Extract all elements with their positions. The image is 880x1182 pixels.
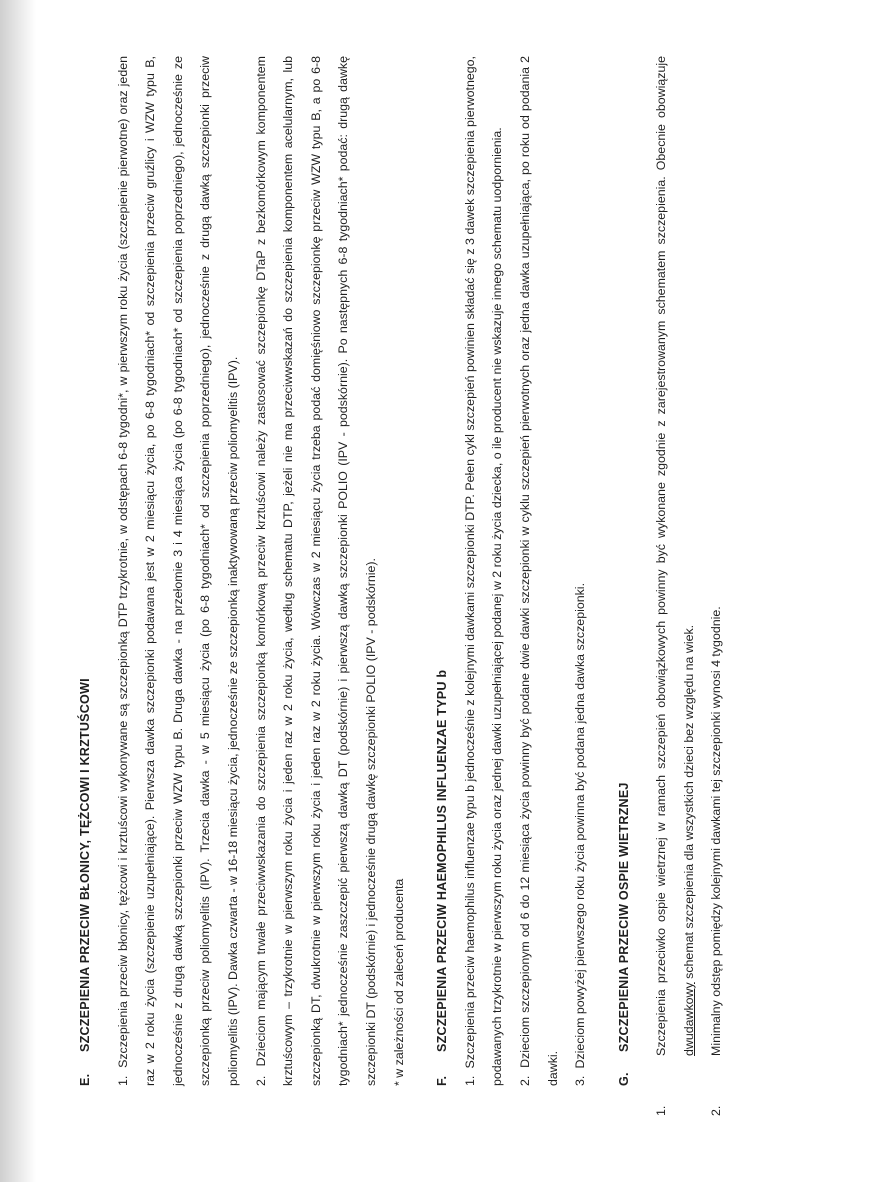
section-g-heading — [611, 56, 639, 1086]
section-f-p1-number: 1. — [462, 1075, 477, 1086]
section-f-paragraph-1 — [457, 56, 512, 1086]
section-g-i2-number: 2. — [709, 1105, 724, 1116]
section-f-p1-text: Szczepienia przeciw haemophilus influenzae typu b jednocześnie z kolejnymi dawkami szczepionki DTP. Pełen cykl szczepień powinien składać się z 3 dawek szczepienia pierwotnego, podawanych trzykrotnie w pierwszym roku życia oraz jednej dawki uzupełniającej podanej w 2 roku życia dziecka, o ile producent nie wskazuje innego schematu uodpornienia. — [462, 56, 505, 1086]
section-g-item-1 — [648, 56, 703, 1116]
section-g-letter: G. — [616, 1072, 631, 1086]
section-e-paragraph-2 — [248, 56, 386, 1086]
section-g-i1-number: 1. — [654, 1105, 669, 1116]
section-e-heading — [72, 56, 100, 1086]
section-f-paragraph-3 — [567, 56, 595, 1086]
section-f-letter: F. — [435, 1075, 450, 1086]
section-g-title: SZCZEPIENIA PRZECIW OSPIE WIETRZNEJ — [616, 782, 631, 1052]
section-f-p2-text: Dzieciom szczepionym od 6 do 12 miesiąca życia powinny być podane dwie dawki szczepionki w cyklu szczepień pierwotnych oraz jedna dawka uzupełniająca, po roku od podania 2 dawki. — [517, 56, 560, 1086]
section-e-letter: E. — [78, 1073, 92, 1086]
section-g-i1-text-b: schemat szczepienia dla wszystkich dzieci bez względu na wiek. — [681, 624, 696, 983]
section-f-title: SZCZEPIENIA PRZECIW HAEMOPHILUS INFLUENZAE TYPU b — [435, 669, 450, 1052]
section-e-p1-number: 1. — [115, 1075, 130, 1086]
section-g-i2-text: Minimalny odstęp pomiędzy kolejnymi dawkami tej szczepionki wynosi 4 tygodnie. — [709, 606, 724, 1056]
section-f-p2-number: 2. — [517, 1075, 532, 1086]
section-e-title: SZCZEPIENIA PRZECIW BŁONICY, TĘŻCOWI I KRZTUŚCOWI — [78, 678, 92, 1052]
section-g-i1-text-a: Szczepienia przeciwko ospie wietrznej w ramach szczepień obowiązkowych powinny być wykonane zgodnie z zarejestrowanym schematem szczepienia. Obecnie obowiązuje — [654, 56, 669, 1056]
section-f-heading — [429, 56, 457, 1086]
section-e-footnote: * w zależności od zaleceń producenta — [391, 878, 406, 1086]
section-spacer — [595, 56, 611, 1086]
section-e-p2-text: Dzieciom mającym trwałe przeciwwskazania do szczepienia szczepionką komórkową przeciw krztuścowi należy zastosować szczepionkę DTaP z bezkomórkowym komponentem krztuścowym – trzykrotnie w pierwszym roku życia i jeden raz w 2 roku życia, według schematu DTP, jeżeli nie ma przeciwwskazań do szczepienia komponentem acelularnym, lub szczepionką DT, dwukrotnie w pierwszym roku życia i jeden raz w 2 roku życia. Wówczas w 2 miesiącu życia trzeba podać domięśniowo szczepionkę przeciw WZW typu B, a po 6-8 tygodniach* jednocześnie zaszczepić pierwszą dawką DT (podskórnie) i pierwszą dawką szczepionki POLIO (IPV - podskórnie). Po następnych 6-8 tygodniach* podać: drugą dawkę szczepionki DT (podskórnie) i jednocześnie drugą dawkę szczepionki POLIO (IPV - podskórnie). — [253, 56, 378, 1086]
section-e-p1-text: Szczepienia przeciw błonicy, tężcowi i krztuścowi wykonywane są szczepionką DTP trzykrotnie, w odstępach 6-8 tygodni*, w pierwszym roku życia (szczepienie pierwotne) oraz jeden raz w 2 roku życia (szczepienie uzupełniające). Pierwsza dawka szczepionki podawana jest w 2 miesiącu życia, po 6-8 tygodniach* od szczepienia przeciw gruźlicy i WZW typu B, jednocześnie z drugą dawką szczepionki przeciw WZW typu B. Druga dawka - na przełomie 3 i 4 miesiąca życia (po 6-8 tygodniach* od szczepienia poprzedniego), jednocześnie ze szczepionką przeciw poliomyelitis (IPV). Trzecia dawka - w 5 miesiącu życia (po 6-8 tygodniach* od szczepienia poprzedniego), jednocześnie z drugą dawką szczepionki przeciw poliomyelitis (IPV). Dawka czwarta - w 16-18 miesiącu życia, jednocześnie ze szczepionką inaktywowaną przeciw poliomyelitis (IPV). — [115, 56, 240, 1086]
section-f-paragraph-2 — [512, 56, 567, 1086]
section-e-paragraph-1 — [110, 56, 248, 1086]
section-g-i1-underlined-word: dwudawkowy — [681, 982, 696, 1056]
section-g-list — [648, 56, 731, 1116]
section-e-p2-number: 2. — [253, 1075, 268, 1086]
section-f-p3-number: 3. — [573, 1075, 588, 1086]
section-f-p3-text: Dzieciom powyżej pierwszego roku życia powinna być podana jedna dawka szczepionki. — [573, 582, 588, 1069]
section-g-item-2 — [703, 56, 731, 1116]
